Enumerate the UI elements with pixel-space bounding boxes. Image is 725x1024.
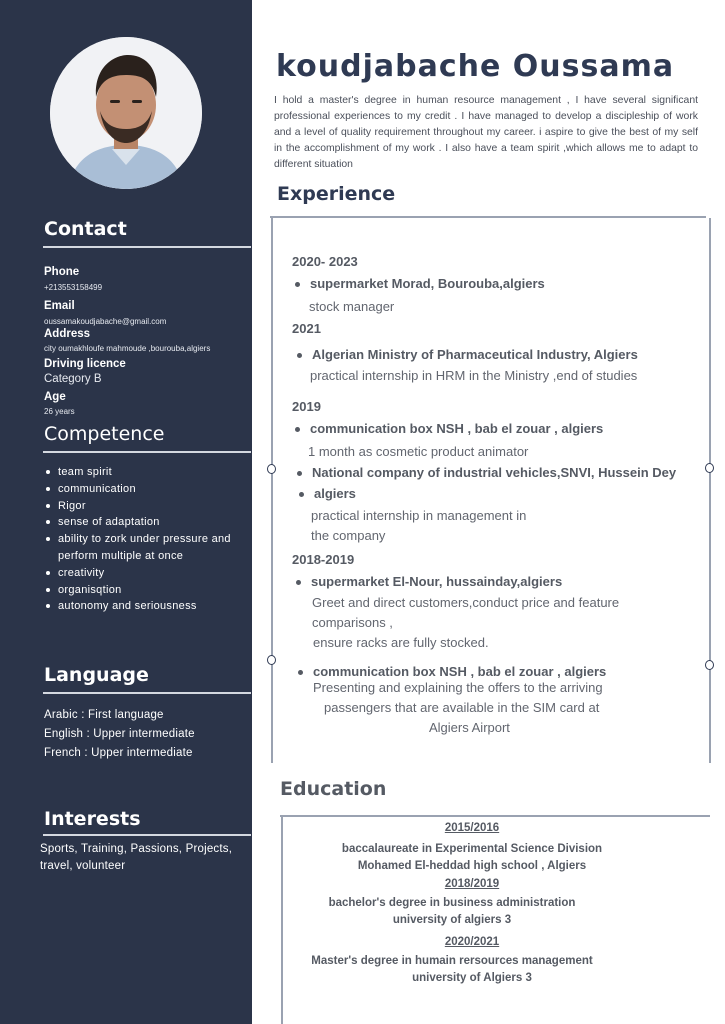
education-year: 2015/2016: [444, 822, 500, 834]
experience-job-continued: algiers: [314, 486, 356, 501]
experience-description: stock manager: [309, 299, 395, 314]
timeline-node: [267, 464, 276, 474]
competence-item: Rigor: [44, 498, 244, 515]
experience-description: Presenting and explaining the offers to the arriving: [313, 680, 603, 695]
competence-item: ability to zork under pressure and perform multiple at once: [44, 531, 244, 565]
experience-description: ensure racks are fully stocked.: [313, 635, 489, 650]
language-item: Arabic : First language: [44, 709, 164, 721]
email-value: oussamakoudjabache@gmail.com: [44, 317, 167, 326]
experience-timeline-left: [271, 218, 273, 763]
education-year: 2020/2021: [444, 936, 500, 948]
education-degree: bachelor's degree in business administration: [328, 897, 576, 909]
experience-job: communication box NSH , bab el zouar , algiers: [310, 421, 604, 436]
competence-heading: Competence: [44, 423, 165, 445]
experience-timeline-right: [709, 218, 711, 763]
sidebar: [0, 0, 252, 1024]
address-value: city oumakhloufe mahmoude ,bourouba,algiers: [44, 344, 211, 353]
experience-description: practical internship in HRM in the Ministry ,end of studies: [310, 368, 638, 383]
experience-job: supermarket Morad, Bourouba,algiers: [310, 276, 545, 291]
education-degree: baccalaureate in Experimental Science Division: [341, 843, 603, 855]
candidate-name: koudjabache Oussama: [276, 49, 675, 84]
language-heading: Language: [44, 664, 149, 686]
experience-description: the company: [311, 528, 386, 543]
competence-item: creativity: [44, 565, 244, 582]
education-degree: Master's degree in humain rersources management: [311, 955, 593, 967]
contact-divider: [43, 246, 251, 248]
education-school: university of Algiers 3: [412, 972, 532, 984]
experience-year: 2019: [292, 399, 321, 414]
interests-divider: [43, 834, 251, 836]
experience-job: supermarket El-Nour, hussainday,algiers: [311, 574, 563, 589]
education-school: university of algiers 3: [392, 914, 512, 926]
competence-item: autonomy and seriousness: [44, 598, 244, 615]
email-label: Email: [44, 300, 75, 312]
education-divider: [280, 815, 710, 817]
timeline-node: [705, 463, 714, 473]
license-label: Driving licence: [44, 358, 126, 370]
age-label: Age: [44, 391, 66, 403]
experience-description: 1 month as cosmetic product animator: [308, 444, 529, 459]
age-value: 26 years: [44, 407, 75, 416]
competence-item: sense of adaptation: [44, 514, 244, 531]
phone-label: Phone: [44, 266, 80, 278]
timeline-node: [705, 660, 714, 670]
profile-summary: I hold a master's degree in human resource management , I have several significant professional experiences to my credit . I have managed to develop a discipleship of work and a level of quality requirement throughout my career. i aspire to give the best of my self in the accomplishment of my work . I also have a team spirit ,which allows me to adapt to different situation: [274, 95, 698, 170]
phone-value: +213553158499: [44, 283, 103, 292]
experience-year: 2018-2019: [292, 552, 355, 567]
competence-item: organisqtion: [44, 582, 244, 599]
experience-job: communication box NSH , bab el zouar , algiers: [313, 664, 607, 679]
experience-description: passengers that are available in the SIM card at: [324, 700, 600, 715]
experience-year: 2020- 2023: [292, 254, 358, 269]
education-school: Mohamed El-heddad high school , Algiers: [357, 860, 587, 872]
experience-job: Algerian Ministry of Pharmaceutical Industry, Algiers: [312, 347, 638, 362]
competence-item: communication: [44, 481, 244, 498]
profile-photo: [50, 37, 202, 189]
language-item: French : Upper intermediate: [44, 747, 193, 759]
experience-description: Greet and direct customers,conduct price and feature: [312, 595, 620, 610]
experience-description: comparisons ,: [312, 615, 393, 630]
timeline-node: [267, 655, 276, 665]
interests-heading: Interests: [44, 808, 141, 830]
competence-divider: [43, 451, 251, 453]
experience-year: 2021: [292, 321, 321, 336]
experience-description: practical internship in management in: [311, 508, 527, 523]
education-heading: Education: [280, 778, 387, 800]
language-divider: [43, 692, 251, 694]
address-label: Address: [44, 328, 91, 340]
person-avatar-icon: [50, 37, 202, 189]
contact-heading: Contact: [44, 218, 127, 240]
competence-list: [44, 464, 244, 615]
competence-item: team spirit: [44, 464, 244, 481]
language-item: English : Upper intermediate: [44, 728, 195, 740]
interests-text: Sports, Training, Passions, Projects, travel, volunteer: [40, 843, 233, 872]
experience-job: National company of industrial vehicles,SNVI, Hussein Dey: [312, 465, 677, 480]
experience-divider: [270, 216, 706, 218]
experience-description: Algiers Airport: [429, 720, 510, 735]
education-year: 2018/2019: [444, 878, 500, 890]
license-value: Category B: [44, 373, 102, 385]
experience-heading: Experience: [277, 183, 396, 205]
